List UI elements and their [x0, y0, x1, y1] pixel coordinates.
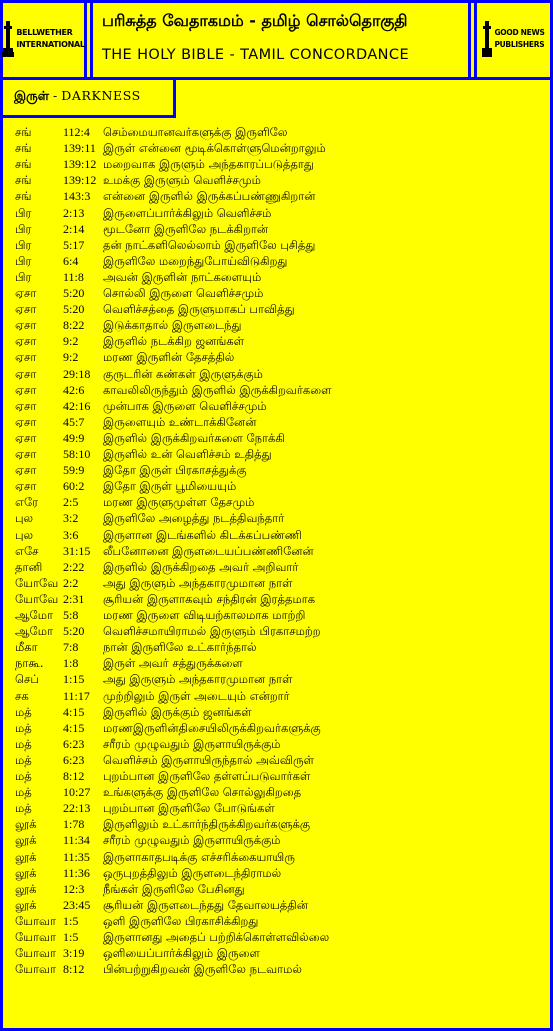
book-abbrev: சங்	[15, 141, 32, 156]
book-abbrev: மீகா	[15, 640, 38, 655]
concordance-entry	[0, 237, 553, 253]
book-abbrev: மத்	[15, 720, 32, 735]
book-abbrev: ஏசா	[15, 334, 37, 349]
book-abbrev: ஏசா	[15, 414, 37, 429]
verse-snippet: இருளாகாதபடிக்கு எச்சரிக்கையாயிரு	[103, 849, 295, 864]
verse-snippet: காவலிலிருந்தும் இருளில் இருக்கிறவர்களை	[103, 382, 332, 397]
verse-reference: 139:12	[63, 157, 97, 172]
book-abbrev: ஏசா	[15, 447, 37, 461]
concordance-entry	[0, 301, 553, 317]
concordance-entry	[0, 478, 553, 494]
verse-snippet: இருளையும் உண்டாக்கினேன்	[103, 414, 257, 429]
book-abbrev: மத்	[15, 801, 32, 816]
verse-reference: 11:8	[63, 269, 84, 284]
verse-reference: 2:22	[63, 559, 85, 574]
book-abbrev: ஏசா	[15, 382, 37, 397]
concordance-entry	[0, 317, 553, 333]
verse-snippet: சூரியன் இருளாகவும் சந்திரன் இரத்தமாக	[103, 591, 316, 606]
verse-reference: 8:12	[63, 769, 85, 783]
concordance-entry	[0, 430, 553, 446]
logo-right-line1: GOOD NEWS	[494, 27, 545, 37]
verse-snippet: மூடனோ இருளிலே நடக்கிறான்	[103, 221, 269, 236]
book-abbrev: ஆமோ	[15, 624, 53, 639]
verse-snippet: சரீரம் முழுவதும் இருளாயிருக்கும்	[103, 833, 281, 848]
verse-snippet: நீங்கள் இருளிலே பேசினது	[103, 881, 245, 896]
verse-reference: 5:8	[63, 608, 79, 622]
book-abbrev: புல	[15, 527, 34, 542]
concordance-entry	[0, 140, 553, 156]
verse-snippet: ஒளியைப்பார்க்கிலும் இருளை	[103, 946, 260, 961]
book-abbrev: தானி	[15, 559, 43, 574]
concordance-entry	[0, 671, 553, 687]
concordance-entry	[0, 865, 553, 881]
concordance-entry	[0, 800, 553, 816]
verse-reference: 4:15	[63, 704, 85, 719]
headword	[14, 88, 141, 105]
verse-reference: 1:78	[63, 817, 85, 832]
lamp-icon	[482, 20, 492, 58]
headword-box	[3, 80, 176, 118]
verse-snippet: அது இருளும் அந்தகாரமுமான நாள்	[103, 575, 293, 590]
book-abbrev: சக	[15, 688, 29, 703]
verse-reference: 1:5	[63, 930, 79, 944]
concordance-entry	[0, 929, 553, 945]
concordance-entry	[0, 945, 553, 961]
book-abbrev: பிர	[15, 237, 32, 252]
verse-reference: 6:23	[63, 752, 85, 767]
verse-reference: 11:35	[63, 849, 90, 864]
concordance-entry	[0, 221, 553, 237]
logo-left-line1: BELLWETHER	[16, 27, 73, 37]
verse-snippet: இதோ இருள் பிரகாசத்துக்கு	[103, 463, 247, 478]
verse-reference: 49:9	[63, 430, 85, 445]
concordance-entry	[0, 881, 553, 897]
verse-reference: 60:2	[63, 479, 85, 494]
concordance-entry	[0, 913, 553, 929]
concordance-entry	[0, 752, 553, 768]
verse-snippet: இருளைப்பார்க்கிலும் வெளிச்சம்	[103, 205, 272, 220]
verse-reference: 23:45	[63, 897, 91, 912]
verse-snippet: உங்களுக்கு இருளிலே சொல்லுகிறதை	[103, 785, 302, 800]
book-abbrev: செப்	[15, 672, 39, 687]
concordance-entry	[0, 462, 553, 478]
concordance-entry	[0, 720, 553, 736]
book-abbrev: லூக்	[15, 817, 37, 832]
verse-snippet: இருளிலும் உட்கார்ந்திருக்கிறவர்களுக்கு	[103, 817, 311, 832]
verse-snippet: நான் இருளிலே உட்கார்ந்தால்	[103, 640, 257, 655]
concordance-entry	[0, 623, 553, 639]
verse-snippet: இருள் என்னை மூடிக்கொள்ளுமென்றாலும்	[103, 141, 326, 156]
book-abbrev: எசே	[15, 543, 39, 558]
book-abbrev: ஏசா	[15, 286, 37, 300]
book-abbrev: பிர	[15, 221, 32, 236]
book-abbrev: ஆமோ	[15, 608, 53, 622]
book-abbrev: யோவா	[15, 962, 57, 977]
concordance-entry	[0, 575, 553, 591]
book-abbrev: மத்	[15, 736, 32, 751]
logo-right-line2: PUBLISHERS	[494, 39, 545, 49]
verse-reference: 11:34	[63, 833, 90, 848]
verse-snippet: லீபனோனை இருளடையப்பண்ணினேன்	[103, 543, 314, 558]
verse-reference: 2:14	[63, 221, 85, 236]
book-abbrev: ஏசா	[15, 318, 37, 333]
verse-snippet: பின்பற்றுகிறவன் இருளிலே நடவாமல்	[103, 962, 302, 977]
verse-reference: 10:27	[63, 785, 91, 800]
verse-reference: 2:31	[63, 591, 85, 606]
verse-reference: 45:7	[63, 414, 85, 429]
book-abbrev: லூக்	[15, 897, 37, 912]
book-abbrev: யோவா	[15, 930, 57, 944]
book-abbrev: ஏசா	[15, 463, 37, 478]
book-abbrev: லூக்	[15, 865, 37, 880]
concordance-entry	[0, 849, 553, 865]
verse-snippet: மறைவாக இருளும் அந்தகாரப்படுத்தாது	[103, 157, 314, 172]
concordance-entry	[0, 559, 553, 575]
title-tamil: பரிசுத்த வேதாகமம் - தமிழ் சொல்தொகுதி	[102, 11, 408, 30]
verse-reference: 5:17	[63, 237, 85, 252]
book-abbrev: ஏசா	[15, 398, 37, 413]
headword-tamil: இருள்	[14, 88, 50, 103]
book-abbrev: பிர	[15, 205, 32, 220]
concordance-entry	[0, 897, 553, 913]
concordance-entry	[0, 591, 553, 607]
concordance-entry	[0, 253, 553, 269]
book-abbrev: புல	[15, 511, 34, 526]
book-abbrev: மத்	[15, 704, 32, 719]
verse-reference: 2:5	[63, 495, 79, 510]
verse-reference: 8:12	[63, 962, 85, 977]
verse-reference: 3:19	[63, 946, 85, 961]
verse-snippet: இருளில் நடக்கிற ஜனங்கள்	[103, 334, 245, 349]
concordance-entry	[0, 510, 553, 526]
concordance-entry	[0, 269, 553, 285]
verse-reference: 1:15	[63, 672, 85, 687]
verse-reference: 6:4	[63, 253, 79, 268]
book-abbrev: யோவே	[15, 591, 59, 606]
verse-reference: 1:8	[63, 656, 79, 671]
book-abbrev: யோவா	[15, 946, 57, 961]
concordance-entry	[0, 768, 553, 784]
title-block	[90, 3, 471, 77]
bellwether-logo	[3, 0, 87, 77]
verse-reference: 2:13	[63, 205, 85, 220]
concordance-entry	[0, 527, 553, 543]
verse-reference: 22:13	[63, 801, 91, 816]
verse-reference: 42:16	[63, 398, 91, 413]
verse-snippet: அது இருளும் அந்தகாரமுமான நாள்	[103, 672, 293, 687]
concordance-entry	[0, 607, 553, 623]
verse-snippet: இருளான இடங்களில் கிடக்கப்பண்ணி	[103, 527, 302, 542]
concordance-entry	[0, 285, 553, 301]
verse-snippet: வெளிச்சமாயிராமல் இருளும் பிரகாசமற்ற	[103, 624, 321, 639]
lamp-icon	[2, 20, 14, 58]
verse-snippet: தன் நாட்களிலெல்லாம் இருளிலே புசித்து	[103, 237, 316, 252]
verse-snippet: இருளானது அதைப் பற்றிக்கொள்ளவில்லை	[103, 930, 330, 944]
verse-snippet: இருள் அவர் சத்துருக்களை	[103, 656, 243, 671]
verse-reference: 5:20	[63, 624, 85, 639]
concordance-entry	[0, 124, 553, 140]
book-abbrev: சங்	[15, 173, 32, 188]
book-abbrev: யோவே	[15, 575, 59, 590]
verse-reference: 139:11	[63, 141, 96, 156]
verse-reference: 112:4	[63, 125, 90, 139]
headword-separator: -	[53, 88, 58, 103]
verse-snippet: செம்மையானவர்களுக்கு இருளிலே	[103, 125, 288, 139]
book-abbrev: ஏசா	[15, 350, 37, 365]
verse-reference: 2:2	[63, 575, 79, 590]
verse-snippet: வெளிச்சத்தை இருளுமாகப் பாவித்து	[103, 302, 295, 317]
verse-reference: 31:15	[63, 543, 91, 558]
concordance-entry	[0, 446, 553, 462]
verse-reference: 1:5	[63, 913, 79, 928]
title-english: THE HOLY BIBLE - TAMIL CONCORDANCE	[102, 47, 410, 63]
book-abbrev: யோவா	[15, 913, 57, 928]
verse-snippet: ஒளி இருளிலே பிரகாசிக்கிறது	[103, 913, 259, 928]
verse-snippet: ஒருபுறத்திலும் இருளடைந்திராமல்	[103, 865, 282, 880]
book-abbrev: ஏசா	[15, 366, 37, 381]
book-abbrev: சங்	[15, 189, 32, 204]
book-abbrev: மத்	[15, 785, 32, 800]
verse-snippet: இருளில் இருக்கிறவர்களை நோக்கி	[103, 430, 285, 445]
concordance-entry	[0, 543, 553, 559]
concordance-entry	[0, 655, 553, 671]
verse-reference: 3:2	[63, 511, 79, 526]
verse-snippet: இருளிலே மறைந்துபோய்விடுகிறது	[103, 253, 288, 268]
verse-snippet: மரண இருளுமுள்ள தேசமும்	[103, 495, 255, 510]
verse-snippet: புறம்பான இருளிலே போடுங்கள்	[103, 801, 275, 816]
verse-snippet: இருளிலே அழைத்து நடத்திவந்தார்	[103, 511, 285, 526]
concordance-entry	[0, 349, 553, 365]
concordance-entry	[0, 382, 553, 398]
verse-reference: 143:3	[63, 189, 91, 204]
concordance-entry	[0, 736, 553, 752]
book-abbrev: மத்	[15, 769, 32, 783]
book-abbrev: மத்	[15, 752, 32, 767]
verse-reference: 59:9	[63, 463, 85, 478]
verse-reference: 139:12	[63, 173, 97, 188]
book-abbrev: லூக்	[15, 833, 37, 848]
verse-reference: 58:10	[63, 447, 91, 461]
book-abbrev: லூக்	[15, 849, 37, 864]
concordance-entry	[0, 704, 553, 720]
book-abbrev: ஏசா	[15, 479, 37, 494]
verse-snippet: வெளிச்சம் இருளாயிருந்தால் அவ்விருள்	[103, 752, 314, 767]
concordance-entry	[0, 333, 553, 349]
concordance-entry	[0, 172, 553, 188]
verse-snippet: இருளில் உன் வெளிச்சம் உதித்து	[103, 447, 272, 461]
verse-reference: 6:23	[63, 736, 85, 751]
concordance-entry	[0, 784, 553, 800]
verse-reference: 12:3	[63, 881, 85, 896]
verse-snippet: இதோ இருள் பூமியையும்	[103, 479, 237, 494]
concordance-entry	[0, 639, 553, 655]
concordance-entry	[0, 366, 553, 382]
verse-snippet: சரீரம் முழுவதும் இருளாயிருக்கும்	[103, 736, 281, 751]
concordance-entry	[0, 832, 553, 848]
verse-snippet: மரணஇருளின்திசையிலிருக்கிறவர்களுக்கு	[103, 720, 321, 735]
headword-english: DARKNESS	[61, 88, 141, 103]
book-abbrev: நாகூ.	[15, 656, 44, 671]
verse-reference: 29:18	[63, 366, 91, 381]
verse-snippet: உமக்கு இருளும் வெளிச்சமும்	[103, 173, 261, 188]
concordance-entry	[0, 398, 553, 414]
verse-snippet: என்னை இருளில் இருக்கப்பண்ணுகிறான்	[103, 189, 316, 204]
verse-reference: 11:36	[63, 865, 90, 880]
book-abbrev: ஏசா	[15, 302, 37, 317]
verse-snippet: சூரியன் இருளடைந்தது தேவாலயத்தின்	[103, 897, 308, 912]
concordance-entry	[0, 414, 553, 430]
verse-reference: 3:6	[63, 527, 79, 542]
logo-left-line2: INTERNATIONAL	[16, 39, 85, 49]
verse-snippet: இடுக்காதால் இருளடைந்து	[103, 318, 242, 333]
book-abbrev: எரே	[15, 495, 39, 510]
book-abbrev: ஏசா	[15, 430, 37, 445]
concordance-entry	[0, 156, 553, 172]
book-abbrev: சங்	[15, 157, 32, 172]
verse-snippet: இருளில் இருக்கிறதை அவர் அறிவார்	[103, 559, 299, 574]
verse-snippet: மரண இருளின் தேசத்தில்	[103, 350, 235, 365]
book-abbrev: சங்	[15, 125, 32, 139]
verse-snippet: அவன் இருளின் நாட்களையும்	[103, 269, 262, 284]
verse-snippet: இருளில் இருக்கும் ஜனங்கள்	[103, 704, 252, 719]
book-abbrev: லூக்	[15, 881, 37, 896]
goodnews-logo	[474, 0, 550, 77]
concordance-entry	[0, 205, 553, 221]
verse-reference: 5:20	[63, 302, 85, 317]
verse-reference: 9:2	[63, 350, 79, 365]
verse-snippet: புறம்பான இருளிலே தள்ளப்படுவார்கள்	[103, 769, 311, 783]
verse-snippet: முன்பாக இருளை வெளிச்சமும்	[103, 398, 267, 413]
book-abbrev: பிர	[15, 269, 32, 284]
verse-snippet: மரண இருளை விடியற்காலமாக மாற்றி	[103, 608, 306, 622]
concordance-entry	[0, 188, 553, 204]
concordance-entry	[0, 688, 553, 704]
verse-reference: 8:22	[63, 318, 85, 333]
concordance-entry	[0, 494, 553, 510]
verse-snippet: முற்றிலும் இருள் அடையும் என்றார்	[103, 688, 290, 703]
verse-reference: 42:6	[63, 382, 85, 397]
verse-snippet: குருடரின் கண்கள் இருளுக்கும்	[103, 366, 263, 381]
concordance-entry	[0, 816, 553, 832]
verse-reference: 11:17	[63, 688, 90, 703]
verse-reference: 5:20	[63, 286, 85, 300]
verse-snippet: சொல்லி இருளை வெளிச்சமும்	[103, 286, 264, 300]
verse-reference: 9:2	[63, 334, 79, 349]
book-abbrev: பிர	[15, 253, 32, 268]
verse-reference: 7:8	[63, 640, 79, 655]
verse-reference: 4:15	[63, 720, 85, 735]
concordance-entry	[0, 961, 553, 977]
